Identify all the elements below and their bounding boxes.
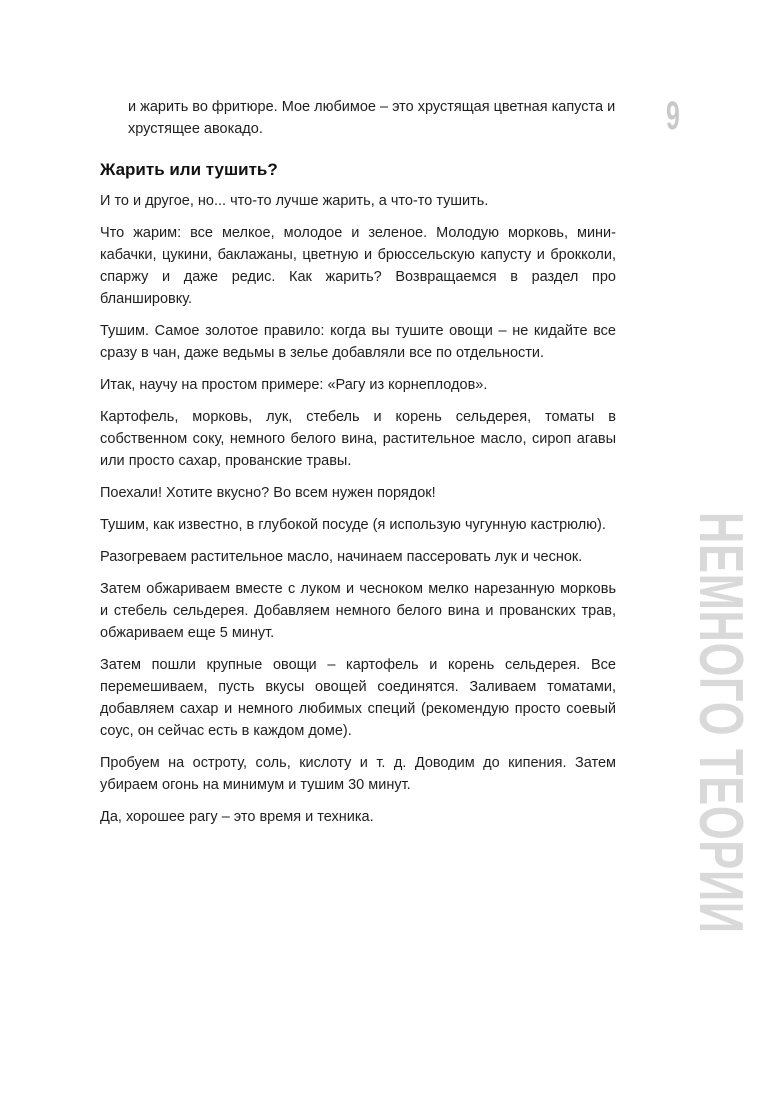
paragraph: Пробуем на остроту, соль, кислоту и т. д. Доводим до кипения. Затем убираем огонь на минимум и тушим 30 минут. (100, 755, 616, 793)
section-title-vertical (686, 512, 755, 944)
paragraph: Затем обжариваем вместе с луком и чесноком мелко нарезанную морковь и стебель сельдерея. Добавляем немного белого вина и прованских трав, обжариваем еще 5 минут. (100, 581, 616, 641)
paragraph: Поехали! Хотите вкусно? Во всем нужен порядок! (100, 485, 436, 501)
paragraph: И то и другое, но... что-то лучше жарить, а что-то тушить. (100, 193, 489, 209)
paragraph: Картофель, морковь, лук, стебель и корень сельдерея, томаты в собственном соку, немного белого вина, растительное масло, сироп агавы или просто сахар, прованские травы. (100, 409, 616, 469)
paragraph: Да, хорошее рагу – это время и техника. (100, 809, 374, 825)
section-heading: Жарить или тушить? (100, 160, 278, 179)
paragraph: Тушим, как известно, в глубокой посуде (я использую чугунную кастрюлю). (100, 517, 606, 533)
paragraph: Тушим. Самое золотое правило: когда вы тушите овощи – не кидайте все сразу в чан, даже ведьмы в зелье добавляли все по отдельности. (100, 323, 616, 361)
paragraph: Что жарим: все мелкое, молодое и зеленое. Молодую морковь, мини-кабачки, цукини, баклажаны, цветную и брюссельскую капусту и брокколи, спаржу и даже редис. Как жарить? Возвращаемся в раздел про бланшировку. (100, 225, 616, 307)
intro-continuation: и жарить во фритюре. Мое любимое – это хрустящая цветная капуста и хрустящее авокадо. (128, 99, 616, 137)
section-title-text: НЕМНОГО ТЕОРИИ (686, 512, 755, 934)
page-number: 9 (666, 94, 680, 138)
paragraph: Разогреваем растительное масло, начинаем пассеровать лук и чеснок. (100, 549, 583, 565)
page-content (100, 96, 616, 838)
paragraph: Итак, научу на простом примере: «Рагу из корнеплодов». (100, 377, 488, 393)
paragraph: Затем пошли крупные овощи – картофель и корень сельдерея. Все перемешиваем, пусть вкусы овощей соединятся. Заливаем томатами, добавляем сахар и немного любимых специй (рекомендую просто соевый соус, он сейчас есть в каждом доме). (100, 657, 616, 739)
